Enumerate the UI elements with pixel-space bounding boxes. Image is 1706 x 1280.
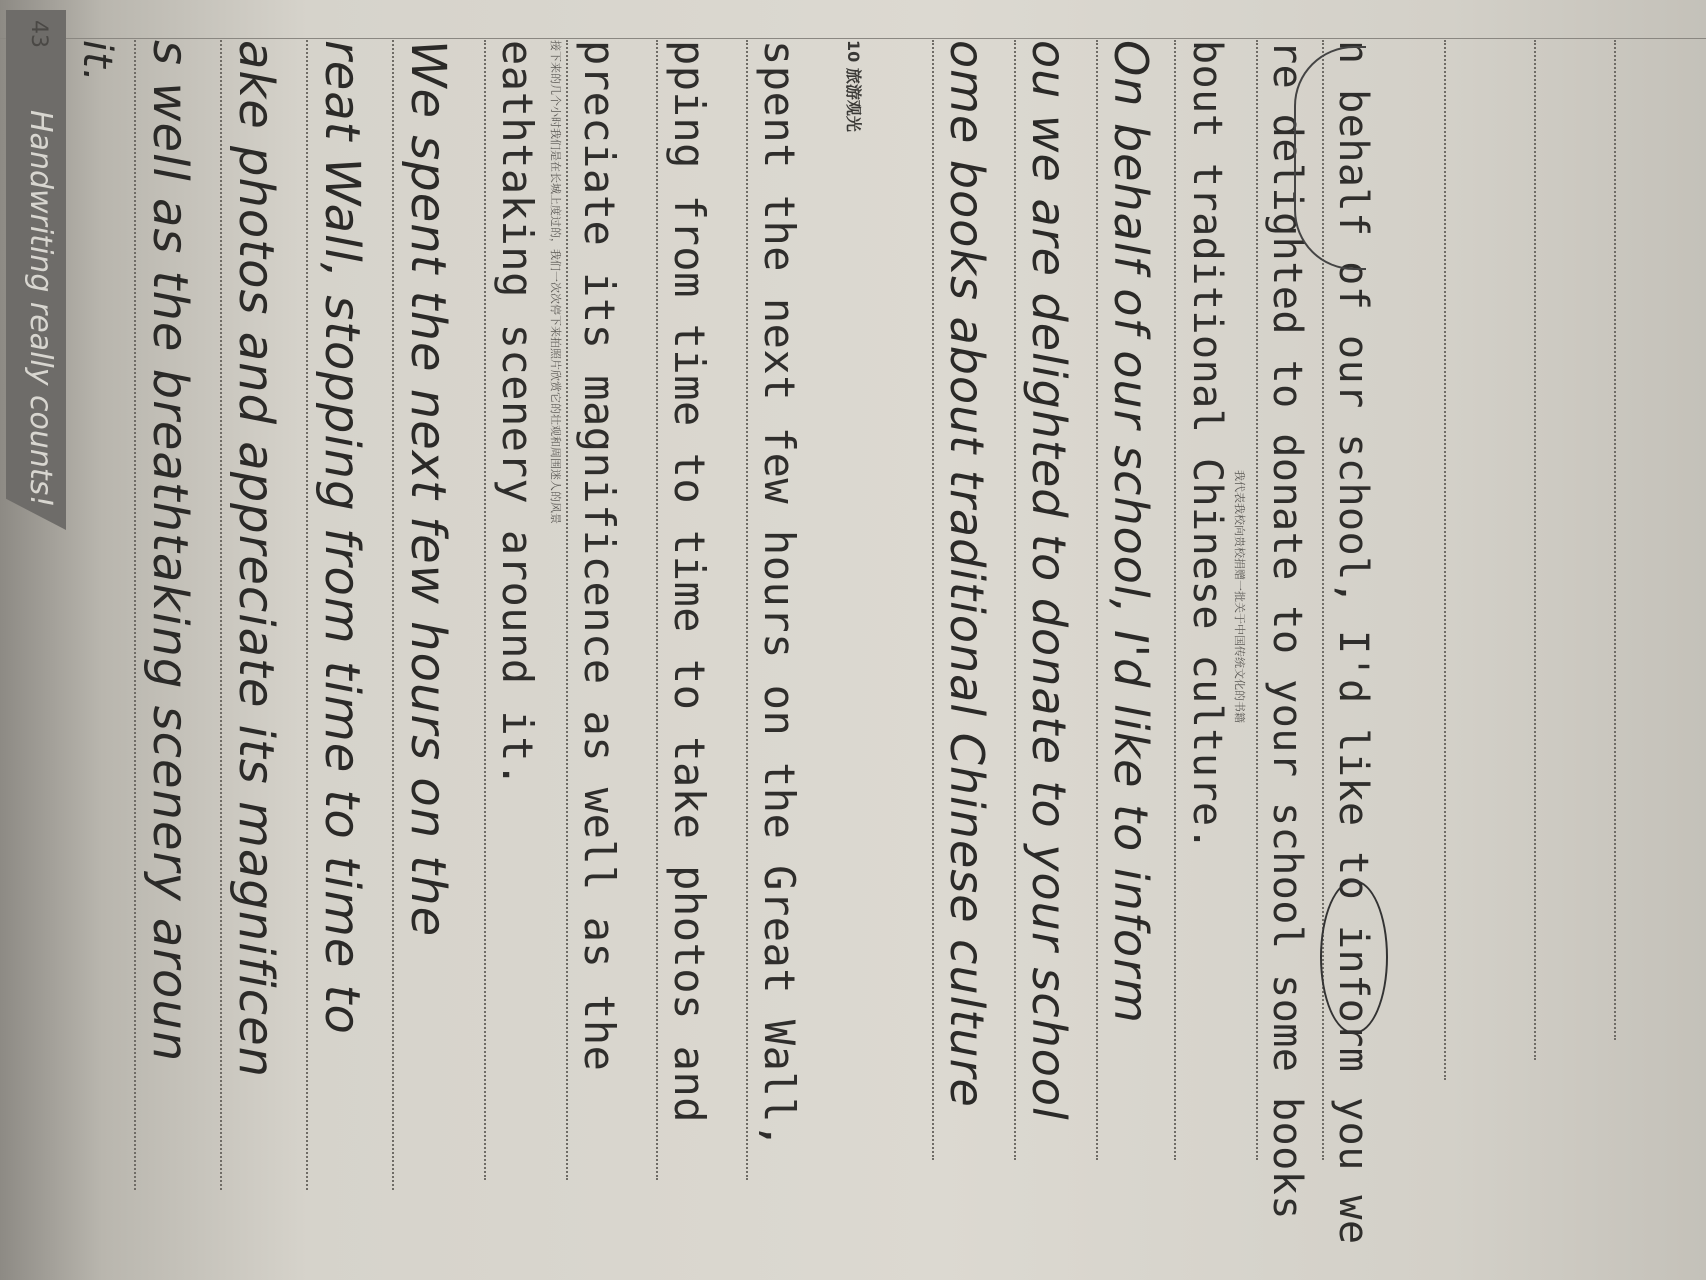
blank-rule [1534, 40, 1536, 1060]
handwritten-line-5: reat Wall, stopping from time to time to [314, 40, 370, 1035]
copy-rule-3 [932, 40, 934, 1160]
copy-rule-1 [1096, 40, 1098, 1160]
page-number: 43 [26, 20, 51, 48]
chinese-hint-2: 接下来的几个小时我们是在长城上度过的，我们一次次停下来拍照片欣赏它的壮观和周围迷人的风景 [549, 40, 562, 524]
model-rule-5 [656, 40, 658, 1180]
model-rule-4 [746, 40, 748, 1180]
handwritten-line-1: On behalf of our school, I'd like to inform [1104, 40, 1158, 1024]
section-label: 10 旅游观光 [844, 40, 863, 132]
copy-rule-2 [1014, 40, 1016, 1160]
copy-rule-6 [220, 40, 222, 1190]
handwritten-line-3: ome books about traditional Chinese culture [940, 40, 994, 1108]
blank-rule [1444, 40, 1446, 1080]
model-rule-7 [484, 40, 486, 1180]
model-rule-2 [1256, 40, 1258, 1160]
chinese-hint-1: 我代表我校向贵校捐赠一批关于中国传统文化的书籍 [1233, 470, 1246, 723]
model-line-7: eathtaking scenery around it. [493, 40, 542, 788]
model-rule-6 [566, 40, 568, 1180]
model-line-5: pping from time to time to take photos and [665, 40, 714, 1124]
model-line-3: bout traditional Chinese culture. [1184, 40, 1230, 852]
pen-curve-annotation [1294, 46, 1366, 270]
model-line-1: n behalf of our school, I'd like to inform you we [1330, 40, 1376, 1245]
copy-rule-7 [134, 40, 136, 1190]
handwritten-line-2: ou we are delighted to donate to your school [1022, 40, 1076, 1121]
handwritten-line-8: it. [74, 40, 120, 83]
blank-rule [1614, 40, 1616, 1040]
page-margin-line [0, 38, 1706, 39]
handwritten-line-7: s well as the breathtaking scenery aroun [142, 40, 198, 1063]
copy-rule-4 [392, 40, 394, 1190]
handwritten-line-4: We spent the next few hours on the [400, 40, 456, 938]
model-rule-3 [1174, 40, 1176, 1160]
pen-circle-annotation [1320, 880, 1388, 1034]
handwritten-line-6: ake photos and appreciate its magnificen [228, 40, 284, 1079]
copy-rule-5 [306, 40, 308, 1190]
footer-banner-text: Handwriting really counts! [23, 110, 58, 508]
model-line-4: spent the next few hours on the Great Wall, [755, 40, 804, 1149]
model-line-6: preciate its magnificence as well as the [575, 40, 624, 1072]
model-line-2: re delighted to donate to your school some books [1264, 40, 1310, 1220]
